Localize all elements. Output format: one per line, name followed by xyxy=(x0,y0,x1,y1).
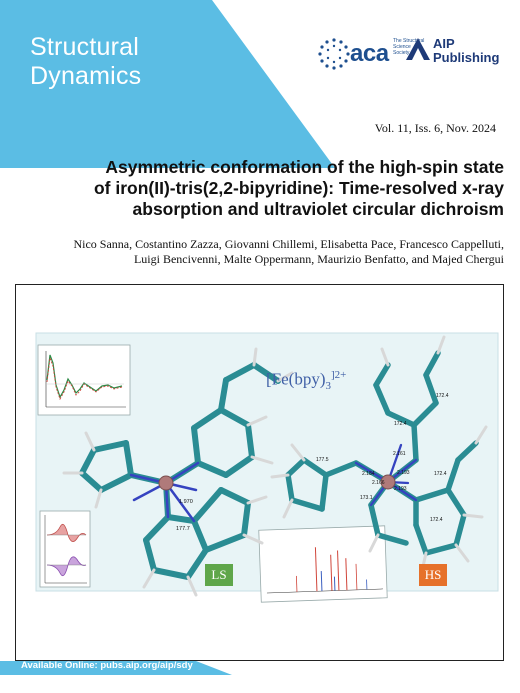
issue-info: Vol. 11, Iss. 6, Nov. 2024 xyxy=(374,121,496,135)
authors-line1: Nico Sanna, Costantino Zazza, Giovanni Chillemi, Elisabetta Pace, Francesco Cappelluti, xyxy=(73,237,504,251)
ls-angle-label: 177.7 xyxy=(176,526,190,532)
hs-angle-label-1: 172.4 xyxy=(394,421,407,427)
title-line3: absorption and ultraviolet circular dichroism xyxy=(132,199,504,219)
hs-distance-label-2: 2.184 xyxy=(362,471,375,477)
aca-logo-icon xyxy=(316,36,352,72)
journal-title xyxy=(30,33,141,91)
formula-sub: 3 xyxy=(325,380,331,393)
hs-badge: HS xyxy=(419,564,447,586)
footer-availability-link[interactable]: Available Online: pubs.aip.org/aip/sdy xyxy=(21,660,193,671)
cd-inset xyxy=(40,511,90,587)
hs-distance-label-1: 2.161 xyxy=(393,451,406,457)
aip-line2: Publishing xyxy=(433,50,500,65)
journal-title-line2: Dynamics xyxy=(30,62,142,90)
complex-formula xyxy=(266,369,346,392)
title-line1: Asymmetric conformation of the high-spin state xyxy=(105,157,504,177)
hs-angle-label-5: 177.5 xyxy=(316,457,329,463)
hs-distance-label-4: 2.193 xyxy=(394,486,407,492)
ls-badge: LS xyxy=(205,564,233,586)
hs-angle-label-3: 172.4 xyxy=(434,471,447,477)
aca-sub-line2: Science xyxy=(393,44,411,50)
formula-main: [Fe(bpy) xyxy=(266,369,326,389)
aip-line1: AIP xyxy=(433,36,455,51)
cover-figure xyxy=(16,285,503,660)
xas-inset xyxy=(38,345,130,415)
aca-sub-line3: Society xyxy=(393,50,410,56)
aip-logo-icon xyxy=(405,37,431,61)
aca-logo-text: aca xyxy=(350,40,389,67)
ls-distance-label: 1.970 xyxy=(179,499,193,505)
hs-angle-label-2: 172.4 xyxy=(436,393,449,399)
authors-line2: Luigi Bencivenni, Malte Oppermann, Maurizio Benfatto, and Majed Chergui xyxy=(133,252,504,266)
hs-angle-label-4: 172.4 xyxy=(430,517,443,523)
spectrum-inset xyxy=(259,526,387,602)
hs-distance-label-3: 2.193 xyxy=(397,470,410,476)
aip-logo-text xyxy=(433,37,499,65)
title-line2: of iron(II)-tris(2,2-bipyridine): Time-resolved x-ray xyxy=(93,178,504,198)
hs-angle-label-6: 173.1 xyxy=(360,495,373,501)
aca-sub-line1: The Structural xyxy=(393,38,425,44)
journal-title-line1: Structural xyxy=(30,33,139,61)
hs-distance-label-5: 2.166 xyxy=(372,480,385,486)
article-title xyxy=(20,157,504,220)
formula-sup: ]2+ xyxy=(330,369,347,381)
article-authors xyxy=(20,237,504,267)
